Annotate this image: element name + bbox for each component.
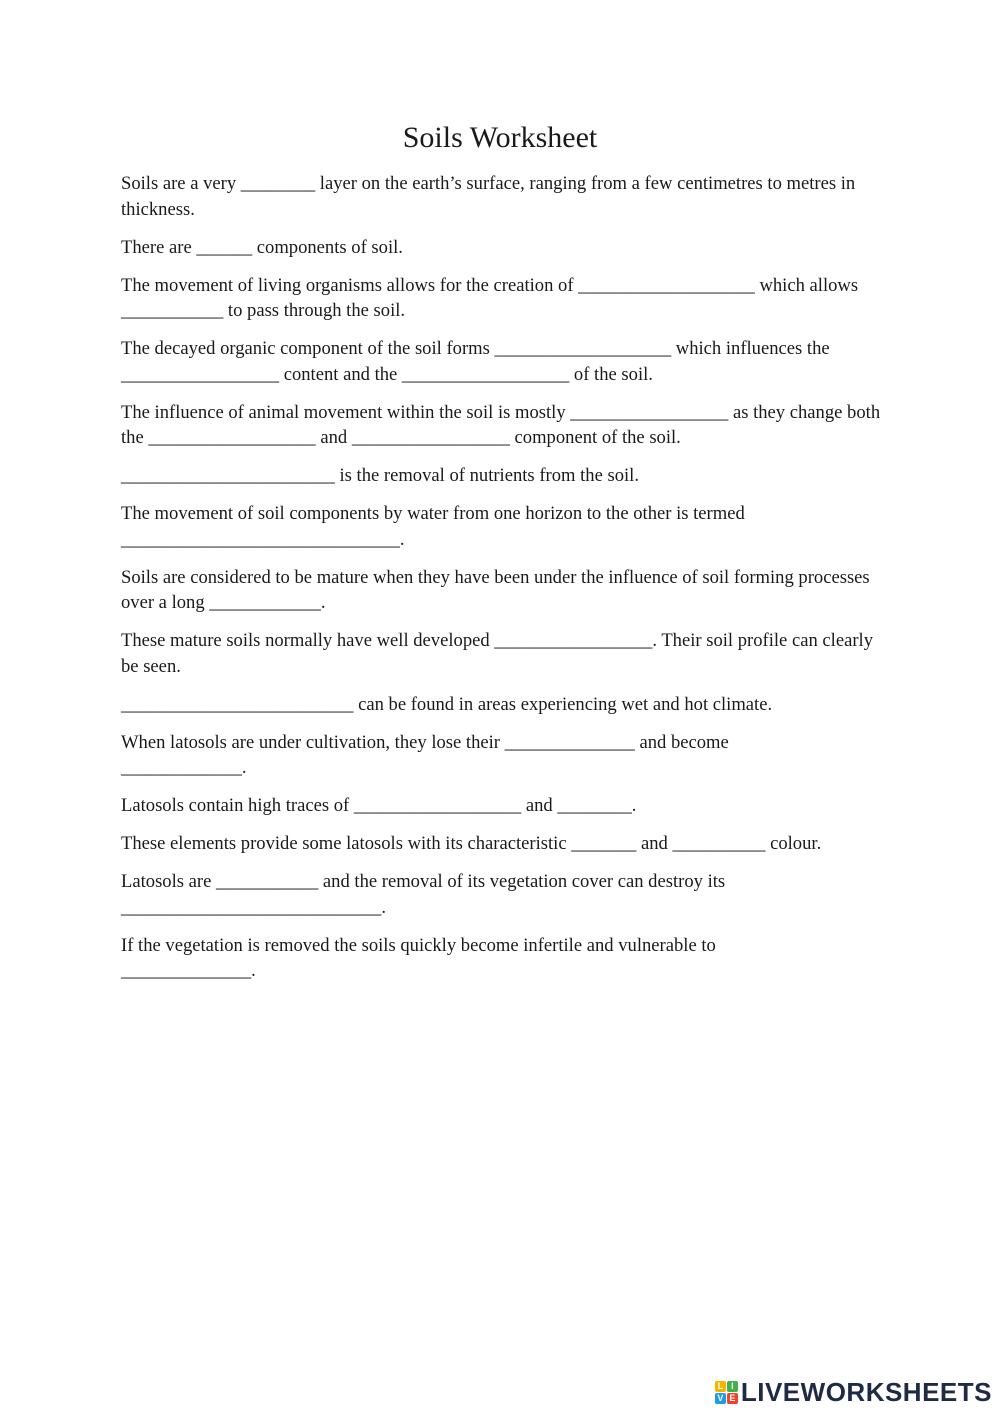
question-paragraph: The influence of animal movement within the soil is mostly _________________ as they change both the __________________ and _________________ component of the soil. <box>121 401 885 448</box>
question-paragraph: The movement of soil components by water from one horizon to the other is termed ______________________________. <box>121 503 745 550</box>
question-paragraph: There are ______ components of soil. <box>121 236 403 258</box>
liveworksheets-logo <box>715 1375 992 1409</box>
question-paragraph: _________________________ can be found in areas experiencing wet and hot climate. <box>121 693 773 715</box>
logo-text: LIVEWORKSHEETS <box>740 1376 992 1407</box>
question-paragraph: The movement of living organisms allows for the creation of ___________________ which allows ___________ to pass through the soil. <box>121 274 863 321</box>
question-paragraph: _______________________ is the removal of nutrients from the soil. <box>121 465 639 486</box>
logo-cell: E <box>727 1393 738 1404</box>
question-paragraph: Latosols are ___________ and the removal of its vegetation cover can destroy its ____________________________. <box>121 871 726 918</box>
logo-cell: L <box>715 1381 726 1392</box>
question-paragraph: Latosols contain high traces of __________________ and ________. <box>121 795 637 816</box>
logo-mark-icon <box>715 1381 738 1404</box>
page-title: Soils Worksheet <box>402 121 598 154</box>
logo-cell: I <box>727 1381 738 1392</box>
question-paragraph: When latosols are under cultivation, they lose their ______________ and become _____________. <box>121 731 729 778</box>
logo-cell: V <box>715 1393 726 1404</box>
question-paragraph: These elements provide some latosols with its characteristic _______ and __________ colour. <box>121 833 822 854</box>
question-paragraph: Soils are a very ________ layer on the earth’s surface, ranging from a few centimetres to metres in thickness. <box>121 173 860 220</box>
question-paragraph: These mature soils normally have well developed _________________. Their soil profile can clearly be seen. <box>121 630 878 677</box>
question-paragraph: Soils are considered to be mature when they have been under the influence of soil forming processes over a long ____________. <box>121 566 875 613</box>
question-paragraph: If the vegetation is removed the soils quickly become infertile and vulnerable to ______________. <box>121 934 716 981</box>
question-paragraph: The decayed organic component of the soil forms ___________________ which influences the _________________ content and the __________________ of the soil. <box>121 338 835 385</box>
worksheet-body <box>121 171 885 996</box>
